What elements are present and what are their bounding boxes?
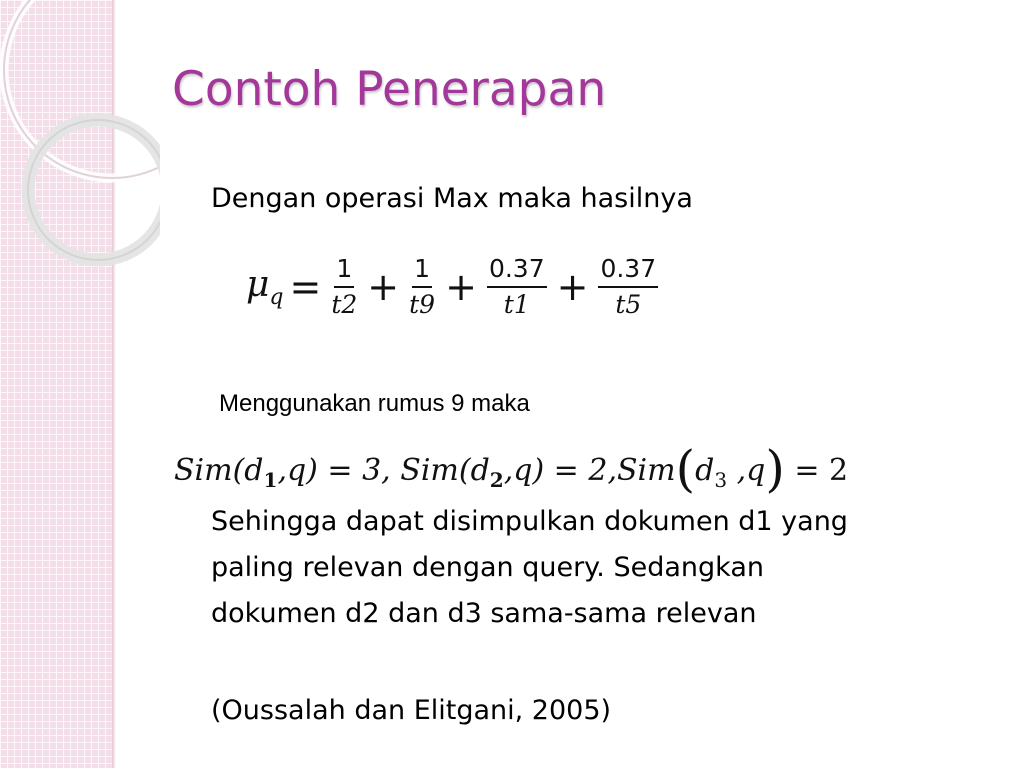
conclusion-line: dokumen d2 dan d3 sama-sama relevan — [211, 598, 757, 629]
rumus-text: Menggunakan rumus 9 maka — [219, 390, 530, 417]
mu-q-formula — [246, 254, 662, 320]
citation: (Oussalah dan Elitgani, 2005) — [211, 695, 612, 726]
conclusion-line: paling relevan dengan query. Sedangkan — [211, 552, 764, 583]
fraction-term: $\frac{1}{t9}$ — [409, 254, 436, 319]
conclusion-line: Sehingga dapat disimpulkan dokumen d1 yang — [211, 506, 848, 537]
equals-sign: = — [289, 265, 322, 309]
fraction-term: $\frac{1}{t2}$ — [331, 254, 358, 319]
slide-title: Contoh Penerapan — [172, 62, 607, 117]
decorative-circles — [0, 0, 160, 330]
fraction-term: $\frac{0.37}{t1}$ — [488, 254, 545, 319]
plus-sign: + — [556, 265, 589, 309]
intro-text: Dengan operasi Max maka hasilnya — [211, 183, 693, 214]
plus-sign: + — [445, 265, 477, 309]
mu-symbol: $\mu_q$ — [246, 263, 284, 311]
fraction-term: $\frac{0.37}{t5}$ — [600, 254, 657, 319]
similarity-formula: $Sim(d_1,q) = 3$, $Sim(d_2,q) = 2,Sim(d_3$ ,q) = 2 — [174, 440, 849, 498]
plus-sign: + — [367, 265, 400, 309]
